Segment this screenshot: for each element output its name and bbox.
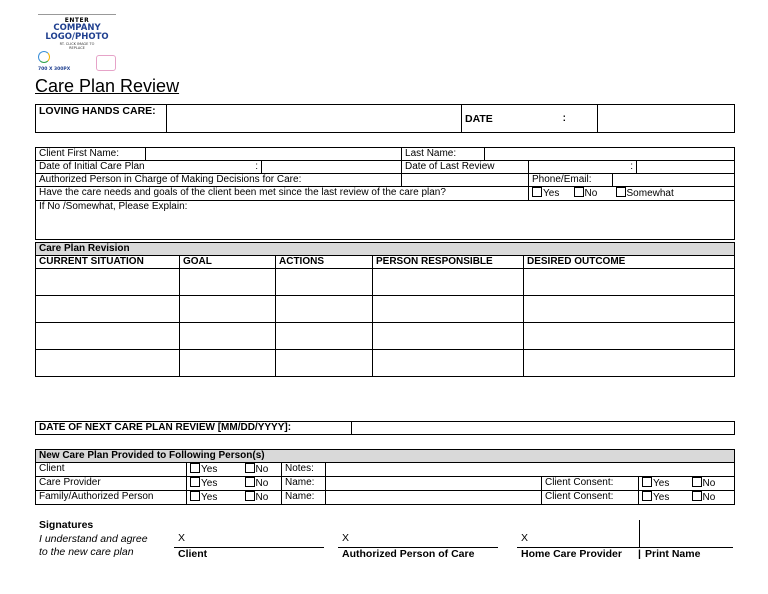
consent-label: Client Consent: [542, 477, 639, 491]
col-goal: GOAL [180, 256, 276, 269]
print-name-label: Print Name [645, 548, 701, 560]
signatures-heading: Signatures [39, 519, 94, 531]
col-actions: ACTIONS [276, 256, 373, 269]
needs-met-question: Have the care needs and goals of the client been met since the last review of the care plan? [36, 187, 529, 201]
next-review-table [35, 421, 735, 435]
date-colon: : [532, 105, 598, 133]
initial-plan-field[interactable] [262, 161, 402, 174]
name-field[interactable] [326, 491, 542, 505]
checkbox-icon[interactable] [245, 477, 255, 487]
provided-who: Care Provider [36, 477, 187, 491]
checkbox-icon[interactable] [616, 187, 626, 197]
agency-field[interactable] [167, 105, 462, 133]
checkbox-icon[interactable] [574, 187, 584, 197]
initial-plan-colon: : [244, 161, 262, 174]
page-title: Care Plan Review [35, 76, 180, 96]
initial-plan-label: Date of Initial Care Plan [36, 161, 244, 174]
checkbox-icon[interactable] [692, 477, 702, 487]
revision-section-title: Care Plan Revision [36, 243, 735, 256]
checkbox-icon[interactable] [642, 491, 652, 501]
last-name-field[interactable] [485, 148, 735, 161]
authorized-field[interactable] [402, 174, 529, 187]
provided-table [35, 449, 735, 505]
provided-who: Family/Authorized Person [36, 491, 187, 505]
date-field[interactable] [598, 105, 735, 133]
col-person-responsible: PERSON RESPONSIBLE [373, 256, 524, 269]
first-name-field[interactable] [146, 148, 402, 161]
name-field[interactable] [326, 477, 542, 491]
provider-sign-x: X [521, 532, 529, 544]
company-logo-placeholder[interactable]: ENTER COMPANY LOGO/PHOTO RT. CLICK IMAGE TO REPLACE 700 X 300PX [38, 14, 116, 75]
checkbox-icon[interactable] [532, 187, 542, 197]
notes-label: Notes: [282, 463, 326, 477]
explain-label: If No /Somewhat, Please Explain: [39, 201, 188, 212]
table-row: Family/Authorized Person Yes No Name: Client Consent: Yes No [36, 491, 735, 505]
checkbox-icon[interactable] [692, 491, 702, 501]
last-review-field[interactable] [637, 161, 735, 174]
provided-who: Client [36, 463, 187, 477]
provided-section-title: New Care Plan Provided to Following Person(s) [36, 450, 735, 463]
print-name-divider [639, 520, 640, 547]
authorized-sign-label: Authorized Person of Care [342, 548, 475, 560]
date-label: DATE [462, 105, 532, 133]
print-name-separator: | [638, 548, 641, 560]
agency-label: LOVING HANDS CARE: [36, 105, 167, 133]
name-label: Name: [282, 491, 326, 505]
checkbox-icon[interactable] [190, 463, 200, 473]
authorized-sign-x: X [342, 532, 350, 544]
table-row: Client Yes No Notes: [36, 463, 735, 477]
name-label: Name: [282, 477, 326, 491]
next-review-label: DATE OF NEXT CARE PLAN REVIEW [MM/DD/YYYY]: [36, 422, 352, 435]
needs-met-somewhat[interactable]: Somewhat [613, 187, 735, 201]
signature-image-icon [96, 55, 116, 71]
checkbox-icon[interactable] [190, 491, 200, 501]
explain-field[interactable] [36, 201, 735, 240]
notes-field[interactable] [326, 463, 735, 477]
client-sign-label: Client [178, 548, 208, 560]
provider-sign-label: Home Care Provider [521, 548, 622, 560]
next-review-field[interactable] [352, 422, 735, 435]
table-row [36, 323, 735, 350]
col-desired-outcome: DESIRED OUTCOME [524, 256, 735, 269]
checkbox-icon[interactable] [245, 463, 255, 473]
col-current-situation: CURRENT SITUATION [36, 256, 180, 269]
phone-field[interactable] [613, 174, 735, 187]
consent-label: Client Consent: [542, 491, 639, 505]
last-review-label: Date of Last Review [402, 161, 529, 174]
needs-met-yes[interactable]: Yes [529, 187, 571, 201]
revision-table [35, 242, 735, 377]
signatures-note-1: I understand and agree [39, 533, 148, 545]
checkbox-icon[interactable] [642, 477, 652, 487]
logo-ring-icon [38, 51, 50, 63]
client-info-table [35, 147, 735, 240]
phone-label: Phone/Email: [529, 174, 613, 187]
needs-met-no[interactable]: No [571, 187, 613, 201]
checkbox-icon[interactable] [245, 491, 255, 501]
signatures-note-2: to the new care plan [39, 546, 134, 558]
client-sign-x: X [178, 532, 186, 544]
table-row [36, 296, 735, 323]
authorized-label: Authorized Person in Charge of Making Decisions for Care: [36, 174, 402, 187]
last-name-label: Last Name: [402, 148, 485, 161]
table-row [36, 350, 735, 377]
header-table [35, 104, 735, 133]
checkbox-icon[interactable] [190, 477, 200, 487]
last-review-colon: : [529, 161, 637, 174]
first-name-label: Client First Name: [36, 148, 146, 161]
table-row [36, 269, 735, 296]
table-row: Care Provider Yes No Name: Client Consent: Yes No [36, 477, 735, 491]
